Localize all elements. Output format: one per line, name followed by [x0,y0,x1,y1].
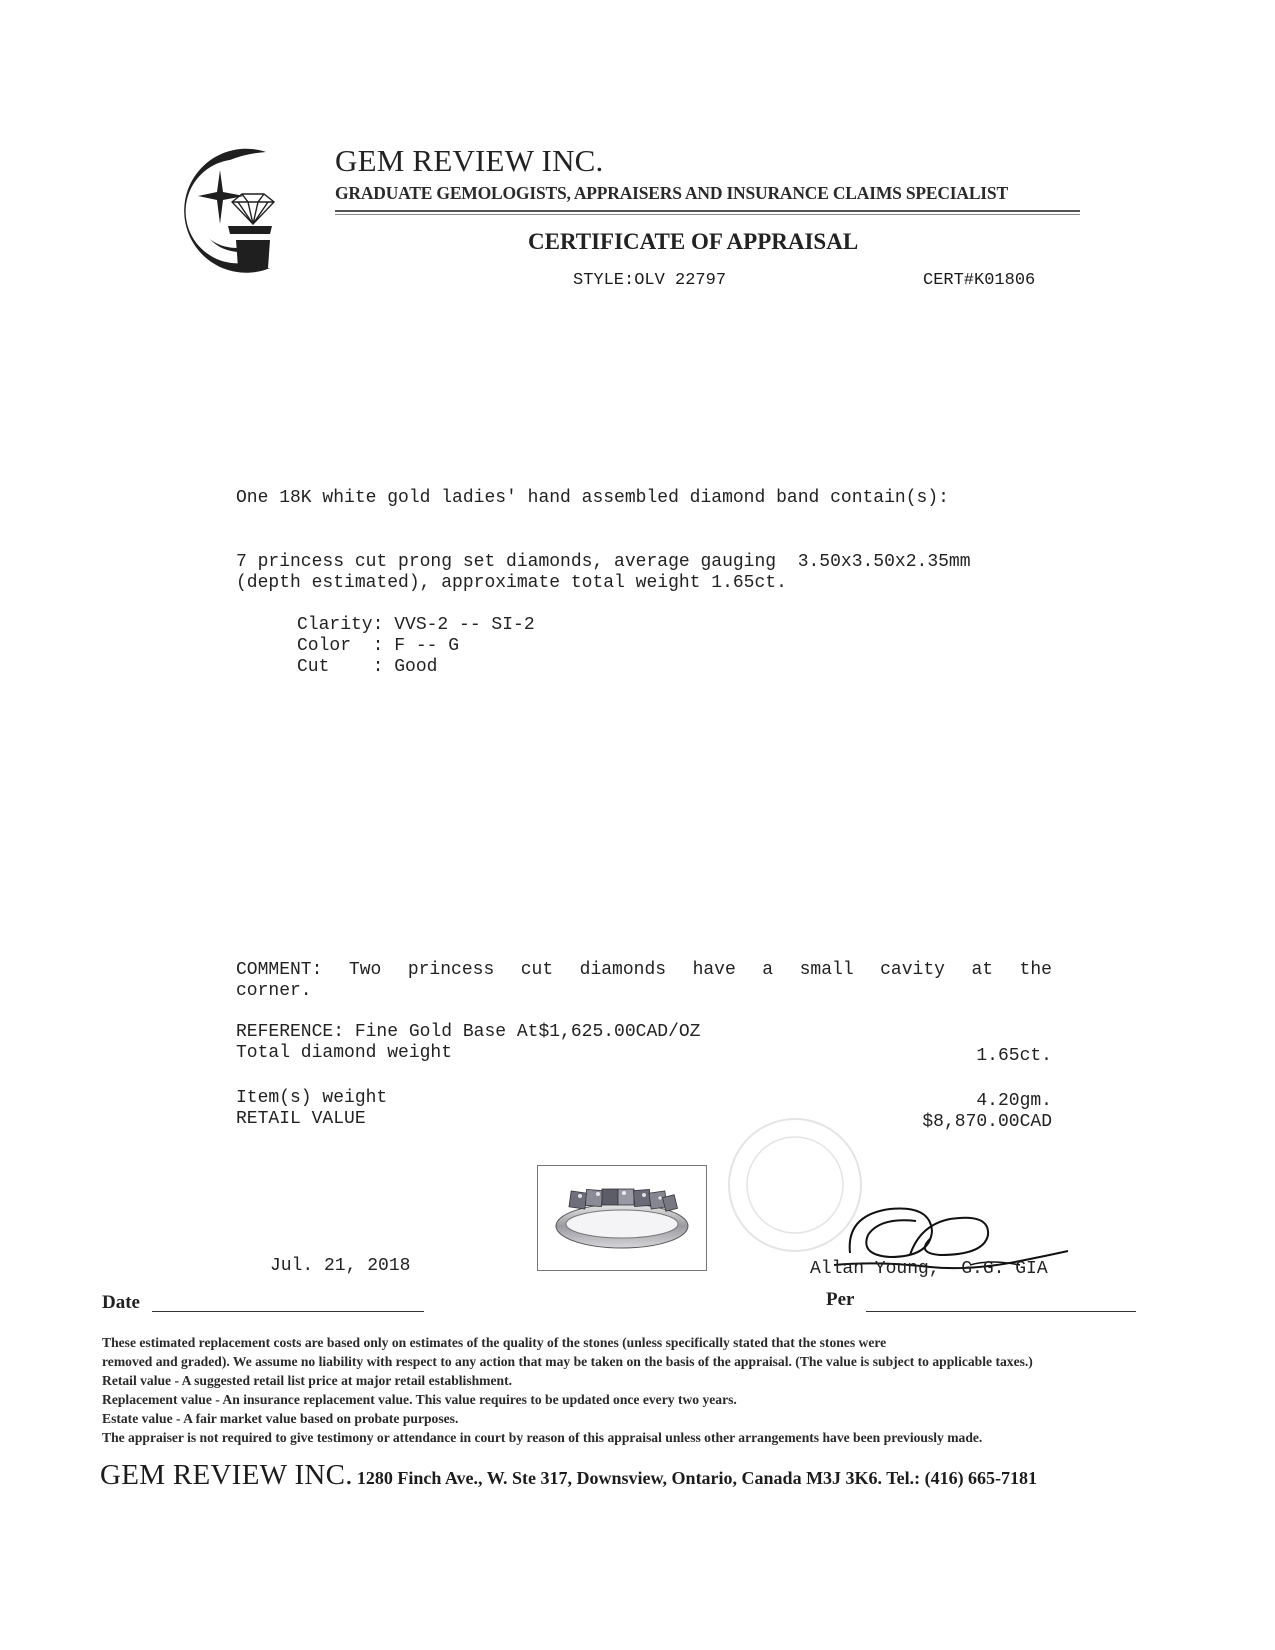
appraisal-date: Jul. 21, 2018 [270,1256,411,1276]
disclaimer-line: removed and graded). We assume no liability with respect to any action that may be taken on the basis of the appraisal. (The value is subject to applicable taxes.) [102,1354,1033,1369]
item-intro: One 18K white gold ladies' hand assembled diamond band contain(s): [236,488,949,508]
footer-company: GEM REVIEW INC. [100,1459,353,1491]
date-line [152,1311,424,1312]
reference-line: REFERENCE: Fine Gold Base At$1,625.00CAD/OZ [236,1022,701,1042]
item-weight-label: Item(s) weight [236,1088,388,1108]
color-grade: Color : F -- G [297,636,460,656]
footer [100,1459,1037,1492]
comment-label: COMMENT: [236,960,323,980]
comment-word: small [799,960,854,980]
comment-word: Two [348,960,382,980]
footer-address: 1280 Finch Ave., W. Ste 317, Downsview, Ontario, Canada M3J 3K6. Tel.: (416) 665-7181 [356,1468,1038,1488]
header-rule-thin [335,214,1080,215]
comment-line-2: corner. [236,981,312,1001]
comment-word: cut [520,960,554,980]
per-line [866,1311,1136,1312]
certificate-title: CERTIFICATE OF APPRAISAL [528,229,859,254]
cut-grade: Cut : Good [297,657,438,677]
disclaimer-line: Retail value - A suggested retail list price at major retail establishment. [102,1373,513,1388]
comment-word: at [971,960,994,980]
diamond-weight-value: 1.65ct. [976,1046,1052,1066]
clarity-grade: Clarity: VVS-2 -- SI-2 [297,615,535,635]
comment-line-1 [236,960,1052,981]
retail-value-amount: $8,870.00CAD [922,1112,1052,1132]
appraiser-name: Allan Young, G.G. GIA [810,1259,1048,1279]
diamond-band-icon [538,1166,706,1270]
disclaimer-line: The appraiser is not required to give testimony or attendance in court by reason of this appraisal unless other arrangements have been previously made. [102,1430,983,1445]
stones-line-2: (depth estimated), approximate total weight 1.65ct. [236,573,787,593]
certificate-number: CERT#K01806 [923,271,1036,290]
comment-word: princess [407,960,495,980]
comment-word: cavity [880,960,945,980]
stones-line-1: 7 princess cut prong set diamonds, average gauging 3.50x3.50x2.35mm [236,552,971,572]
style-number: STYLE:OLV 22797 [573,271,727,290]
company-logo-icon [168,140,298,280]
item-photo [537,1165,707,1271]
item-weight-value: 4.20gm. [976,1091,1052,1111]
disclaimer-line: Replacement value - An insurance replacement value. This value requires to be updated once every two years. [102,1392,737,1407]
disclaimer-line: Estate value - A fair market value based on probate purposes. [102,1411,459,1426]
diamond-weight-label: Total diamond weight [236,1043,453,1063]
date-label: Date [102,1292,140,1313]
per-label: Per [826,1289,855,1310]
comment-word: the [1019,960,1052,980]
retail-value-label: RETAIL VALUE [236,1109,366,1129]
comment-word: diamonds [579,960,667,980]
company-name: GEM REVIEW INC. [335,143,604,178]
header-rule [335,210,1080,212]
disclaimer-line: These estimated replacement costs are based only on estimates of the quality of the stones (unless specifically stated that the stones were [102,1335,887,1350]
comment-word: a [762,960,774,980]
company-tagline: GRADUATE GEMOLOGISTS, APPRAISERS AND INSURANCE CLAIMS SPECIALIST [335,183,1008,203]
disclaimer [102,1333,1187,1447]
comment-word: have [692,960,736,980]
